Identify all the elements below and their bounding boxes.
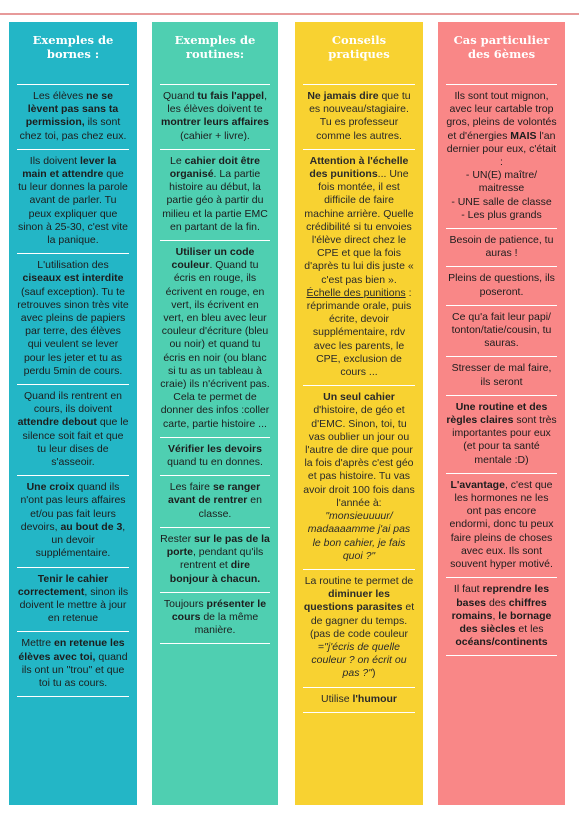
item-text: océans/continents <box>455 636 548 649</box>
item-text: en retenue les élèves avec toi, <box>18 637 125 663</box>
list-item <box>303 149 415 385</box>
item-text: Rester <box>160 532 194 545</box>
item-text: Ce qu'a fait leur papi/ tonton/tatie/cousin, tu sauras. <box>451 310 552 350</box>
item-text: le bornage des siècles <box>459 609 552 635</box>
item-text: Une routine et des règles claires <box>446 400 548 427</box>
item-text: (cahier + livre). <box>180 129 250 142</box>
item-text: d'histoire, de géo et d'EMC. Sinon, toi, tu vas oublier un jour ou l'autre de dire que pour la fois d'après c'est géo et pas histoire. Tu vas avoir droit 100 fois dans l'année à: <box>303 404 415 509</box>
item-text: Ne jamais dire <box>307 90 379 102</box>
list-item <box>17 149 129 253</box>
list-item <box>303 569 415 687</box>
item-text: : réprimande orale, puis écrite, devoir supplémentaire, rdv avec les parents, le CPE, exclusion de cours ... <box>306 286 412 379</box>
list-item <box>303 385 415 569</box>
item-text: Pleins de questions, ils poseront. <box>448 272 555 298</box>
list-item <box>160 475 270 527</box>
list-item <box>446 305 557 357</box>
item-text: , <box>492 609 499 622</box>
column-title: Conseils pratiques <box>328 33 390 61</box>
item-list <box>295 84 423 713</box>
top-divider-line <box>0 13 579 15</box>
item-text: chiffres romains <box>451 596 547 622</box>
item-text: , les élèves doivent te <box>167 90 268 116</box>
item-text: dire bonjour à chacun. <box>169 559 261 585</box>
item-text: , c'est que les hormones ne les ont pas encore endormi, donc tu peux faire pleins de choses avec eux. Ils sont souvent hyper motivé. <box>449 478 554 571</box>
item-text: Les élèves <box>33 90 87 102</box>
item-text: ... Une fois montée, il est difficile de faire machine arrière. Quelle crédibilité si tu envoies l'élève direct chez le CPE et que la fois d'après tu lui dis juste « c'est pas bien ». <box>304 168 414 286</box>
item-text: . Quand tu écris en rouge, ils écrivent en rouge, en vert, ils écrivent en vert, en bleu avec leur couleur d'écriture (bleu ou noir) et quand tu écris en noir (ou blanc si tu as un tableau à craie) ils n'écrivent pas. Cela te permet de donner des infos :coller carte, partie histoire ... <box>160 259 270 430</box>
item-text: Un seul cahier <box>323 391 395 404</box>
item-text: Ils sont tout mignon, avec leur cartable trop gros, pleins de volontés et d'énergies <box>446 90 557 142</box>
list-item <box>17 631 129 696</box>
list-item <box>17 84 129 149</box>
list-item <box>160 527 270 592</box>
item-divider <box>303 712 415 713</box>
item-text: - UNE salle de classe <box>451 195 552 208</box>
item-text: , sinon ils doivent le mettre à jour en retenue <box>19 585 129 625</box>
item-text: de la même manière. <box>194 610 259 637</box>
item-text: La routine te permet de <box>304 574 414 587</box>
item-text: que tu es nouveau/stagiaire. Tu es professeur comme les autres. <box>309 90 411 142</box>
column-title: Exemples de bornes : <box>32 33 114 61</box>
list-item <box>446 395 557 473</box>
item-text: et les <box>515 622 544 635</box>
item-text: "monsieuuuur/ madaaaamme j'ai pas le bon cahier, je fais quoi ?" <box>307 510 411 562</box>
item-text: Attention à l'échelle des punitions <box>309 154 409 181</box>
item-text: Les faire <box>169 481 213 494</box>
column-6emes <box>438 22 565 805</box>
item-text: se ranger avant de rentrer <box>168 481 261 507</box>
item-text: et de gagner du temps. (pas de code couleur = <box>309 601 415 653</box>
item-text: Quand <box>162 90 198 102</box>
item-text: "j'écris de quelle couleur ? on écrit ou pas ?" <box>311 640 407 680</box>
item-text: - UN(E) maître/ maitresse <box>465 169 538 195</box>
column-title: Cas particulier des 6èmes <box>453 33 550 61</box>
item-list <box>438 84 565 656</box>
item-text: sont très importantes pour eux (et pour ta santé mentale :D) <box>452 414 557 466</box>
item-text: Quand ils rentrent en cours, ils doivent <box>23 390 123 416</box>
item-text: en classe. <box>198 494 262 520</box>
item-text: Utilise <box>320 692 353 705</box>
item-text: , un devoir supplémentaire. <box>35 520 126 560</box>
item-text: (sauf exception). Tu te retrouves sinon très vite avec pleins de papiers par terre, des élèves qui veulent se lever pour les jeter et tu as perdu 5min de cours. <box>17 285 129 377</box>
item-text: Utiliser un code couleur <box>171 246 255 272</box>
list-item <box>446 577 557 655</box>
item-text: MAIS <box>510 129 537 142</box>
item-text: que tu leur donnes la parole avant de parler. Tu peux expliquer que sinon à 25-30, c'est vite la panique. <box>18 168 128 247</box>
list-item <box>160 149 270 240</box>
item-text: quand ils n'ont pas leurs affaires et/ou pas fait leurs devoirs, <box>20 481 126 533</box>
item-text: que le silence soit fait et que tu leur dises de s'asseoir. <box>22 416 129 469</box>
item-text: , pendant qu'ils rentrent et <box>179 546 264 572</box>
item-text: présenter le cours <box>171 597 267 623</box>
list-item <box>446 84 557 228</box>
item-text: montrer leurs affaires <box>161 116 269 129</box>
column-routines <box>152 22 278 805</box>
item-divider <box>160 643 270 644</box>
item-divider <box>446 655 557 656</box>
list-item <box>17 384 129 475</box>
item-text: ) <box>371 667 376 680</box>
item-text: Le <box>170 154 185 167</box>
list-item <box>446 266 557 304</box>
list-item <box>160 437 270 475</box>
item-text: ne se lèvent pas sans ta permission, <box>25 90 119 129</box>
list-item <box>303 687 415 712</box>
item-text: Mettre <box>21 637 55 650</box>
item-text: l'an dernier pour eux, c'était : <box>446 129 557 169</box>
item-text: . La partie histoire au début, la partie géo à partir du milieu et la partie EMC en partant de la fin. <box>162 168 268 233</box>
list-item <box>160 240 270 437</box>
item-text: l'humour <box>352 692 397 705</box>
item-text: reprendre les bases <box>456 583 550 609</box>
list-item <box>17 253 129 384</box>
item-text: des <box>486 596 509 609</box>
column-conseils <box>295 22 423 805</box>
item-text: Tenir le cahier correctement <box>17 572 109 598</box>
item-text: sur le pas de la porte <box>166 532 270 559</box>
item-text: Une croix <box>26 481 75 494</box>
item-text: Stresser de mal faire, ils seront <box>451 362 552 388</box>
list-item <box>303 84 415 149</box>
item-text: ciseaux est interdite <box>22 272 124 285</box>
list-item <box>446 228 557 266</box>
item-text: ils sont chez toi, pas chez eux. <box>19 116 127 142</box>
item-list <box>9 84 137 697</box>
item-text: diminuer les questions parasites <box>303 588 403 614</box>
item-text: - Les plus grands <box>461 208 542 221</box>
item-text: Il faut <box>453 583 483 596</box>
item-text: Ils doivent <box>29 154 80 167</box>
list-item <box>160 592 270 644</box>
item-text: Toujours <box>163 597 207 610</box>
item-text: quand ils ont un "trou" et que toi tu as cours. <box>21 650 128 689</box>
column-bornes <box>9 22 137 805</box>
item-text: Échelle des punitions <box>306 286 406 299</box>
item-text: L'utilisation des <box>37 259 109 272</box>
item-text: cahier doit être organisé <box>169 154 260 181</box>
item-text: quand tu en donnes. <box>167 456 263 469</box>
item-list <box>152 84 278 644</box>
list-item <box>17 475 129 566</box>
list-item <box>17 567 129 632</box>
item-text: lever la main et attendre <box>22 154 117 181</box>
item-divider <box>17 696 129 697</box>
column-title: Exemples de routines: <box>174 33 256 61</box>
item-text: Vérifier les devoirs <box>168 442 262 455</box>
item-text: attendre debout <box>17 416 97 429</box>
item-text: tu fais l'appel <box>197 90 265 102</box>
list-item <box>446 356 557 394</box>
item-text: Besoin de patience, tu auras ! <box>449 234 554 260</box>
list-item <box>160 84 270 149</box>
item-text: L'avantage <box>450 478 505 491</box>
item-text: au bout de 3 <box>60 520 123 533</box>
list-item <box>446 473 557 577</box>
